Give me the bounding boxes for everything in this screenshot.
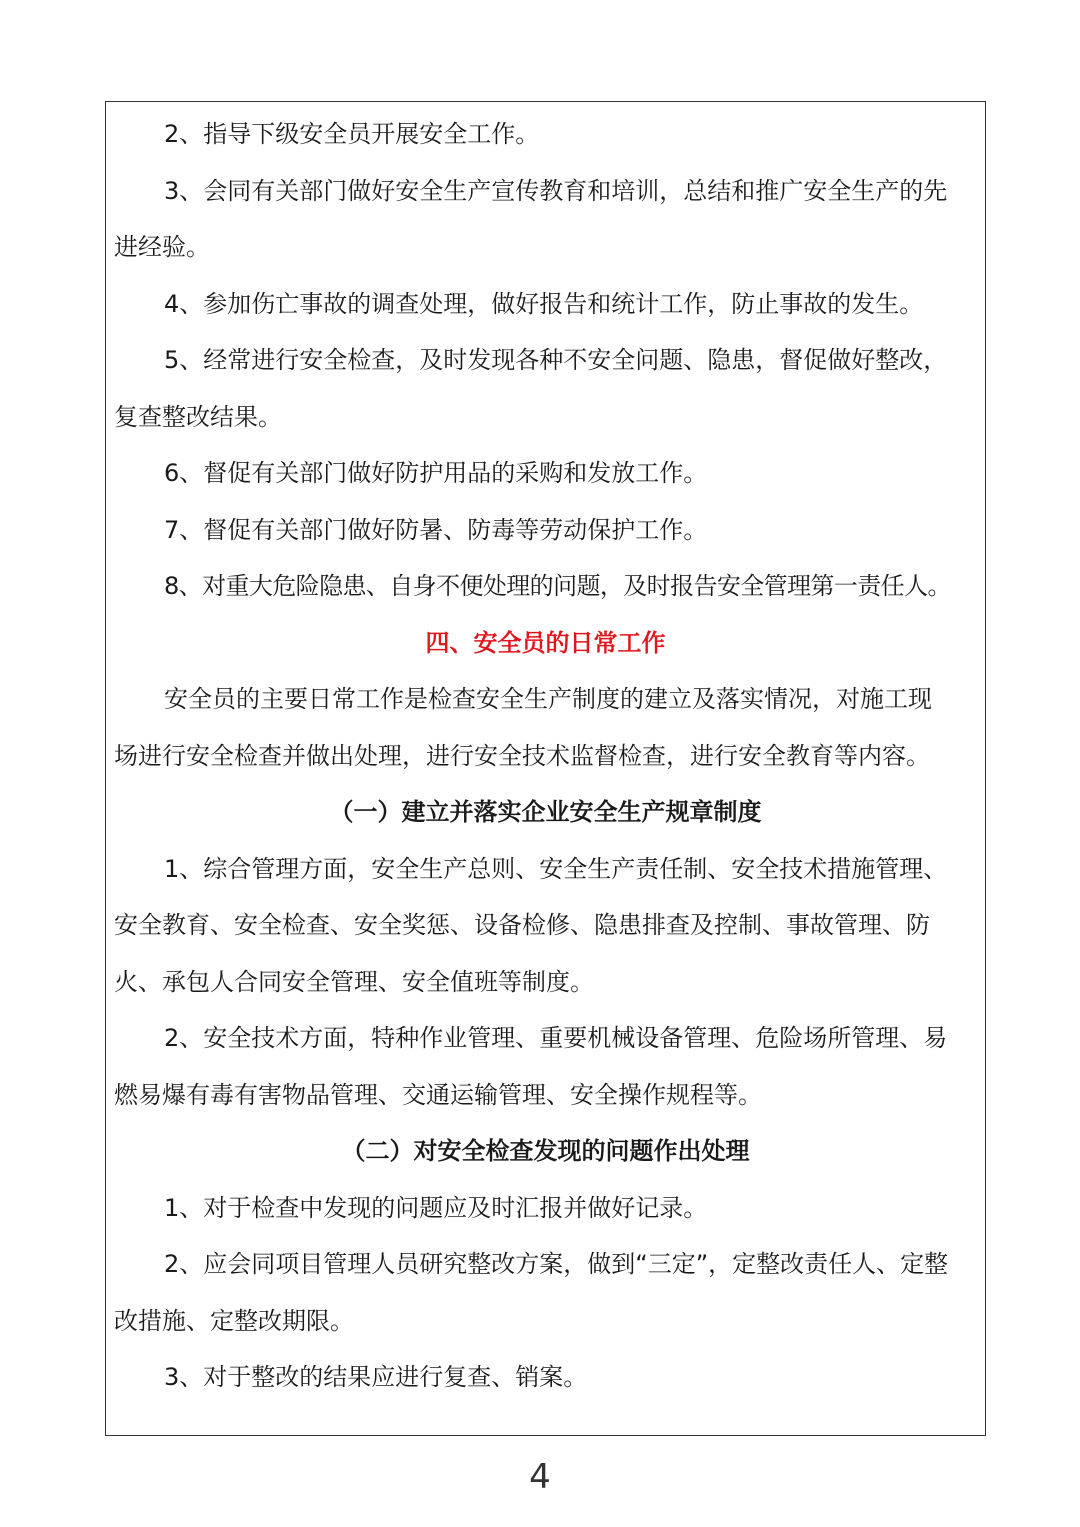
paragraph-line: 1、对于检查中发现的问题应及时汇报并做好记录。 [164,1194,708,1222]
paragraph-line: 燃易爆有毒有害物品管理、交通运输管理、安全操作规程等。 [114,1081,762,1109]
paragraph-line: 3、对于整改的结果应进行复查、销案。 [164,1363,588,1391]
paragraph-line: 2、指导下级安全员开展安全工作。 [164,120,540,148]
paragraph-line: 场进行安全检查并做出处理，进行安全技术监督检查，进行安全教育等内容。 [114,742,930,770]
paragraph-line: 进经验。 [114,233,210,261]
paragraph-line: 安全员的主要日常工作是检查安全生产制度的建立及落实情况，对施工现 [164,685,932,713]
paragraph-line: 4、参加伤亡事故的调查处理，做好报告和统计工作，防止事故的发生。 [164,290,924,318]
document-frame [105,101,986,1436]
section-heading: 四、安全员的日常工作 [425,629,666,657]
paragraph-line: 2、安全技术方面，特种作业管理、重要机械设备管理、危险场所管理、易 [164,1024,948,1052]
paragraph-line: 6、督促有关部门做好防护用品的采购和发放工作。 [164,459,708,487]
subsection-heading: （二）对安全检查发现的问题作出处理 [341,1137,750,1165]
page-number: 4 [529,1457,551,1497]
paragraph-line: 7、督促有关部门做好防暑、防毒等劳动保护工作。 [164,516,708,544]
paragraph-line: 2、应会同项目管理人员研究整改方案，做到“三定”，定整改责任人、定整 [164,1250,949,1278]
paragraph-line: 8、对重大危险隐患、自身不便处理的问题，及时报告安全管理第一责任人。 [164,572,951,600]
paragraph-line: 1、综合管理方面，安全生产总则、安全生产责任制、安全技术措施管理、 [164,855,948,883]
paragraph-line: 5、经常进行安全检查，及时发现各种不安全问题、隐患，督促做好整改， [164,346,948,374]
paragraph-line: 安全教育、安全检查、安全奖惩、设备检修、隐患排查及控制、事故管理、防 [114,911,930,939]
paragraph-line: 火、承包人合同安全管理、安全值班等制度。 [114,968,594,996]
paragraph-line: 3、会同有关部门做好安全生产宣传教育和培训，总结和推广安全生产的先 [164,177,948,205]
paragraph-line: 改措施、定整改期限。 [114,1307,354,1335]
paragraph-line: 复查整改结果。 [114,403,282,431]
subsection-heading: （一）建立并落实企业安全生产规章制度 [329,798,762,826]
